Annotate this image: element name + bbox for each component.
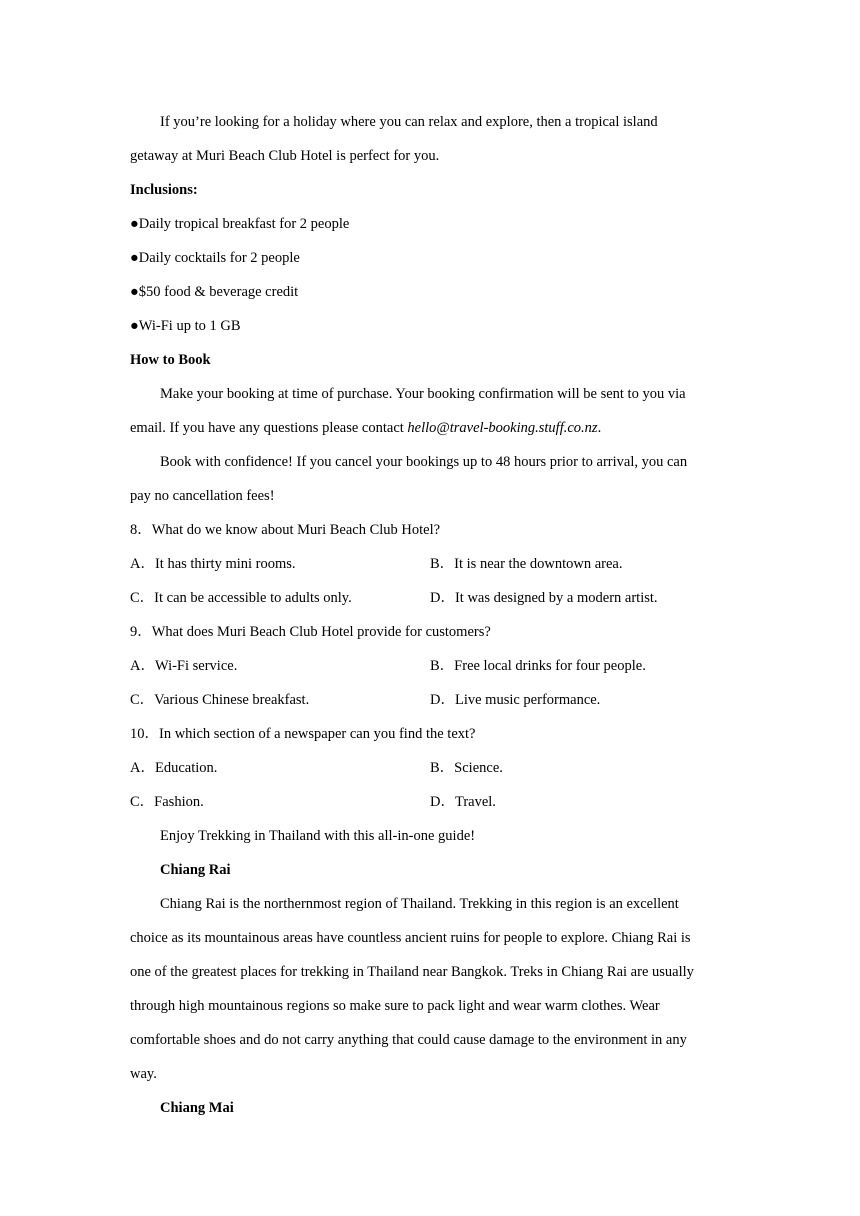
chiang-rai-heading: Chiang Rai [160, 862, 231, 878]
question-9-option-c[interactable]: C．Various Chinese breakfast. [130, 692, 310, 708]
chiang-rai-line: choice as its mountainous areas have countless ancient ruins for people to explore. Chiang Rai is [130, 930, 691, 946]
question-8-options-row-1 [130, 547, 730, 581]
chiang-rai-line: one of the greatest places for trekking in Thailand near Bangkok. Treks in Chiang Rai are usually [130, 964, 694, 980]
chiang-rai-line: Chiang Rai is the northernmost region of Thailand. Trekking in this region is an excellent [160, 896, 679, 912]
question-9-options-row-2 [130, 683, 730, 717]
inclusion-item: ●Wi-Fi up to 1 GB [130, 318, 241, 334]
question-8-stem: 8．What do we know about Muri Beach Club Hotel? [130, 522, 441, 538]
question-8-option-c[interactable]: C．It can be accessible to adults only. [130, 590, 352, 606]
chiang-rai-line: way. [130, 1066, 157, 1082]
question-10-option-d[interactable]: D．Travel. [430, 794, 496, 810]
cancellation-line-1: Book with confidence! If you cancel your bookings up to 48 hours prior to arrival, you can [160, 454, 688, 470]
chiang-mai-heading: Chiang Mai [160, 1100, 234, 1116]
question-9-option-a[interactable]: A．Wi-Fi service. [130, 658, 238, 674]
intro-line-1: If you’re looking for a holiday where you can relax and explore, then a tropical island [160, 114, 658, 130]
inclusion-item: ●Daily cocktails for 2 people [130, 250, 300, 266]
question-9-options-row-1 [130, 649, 730, 683]
question-9-option-d[interactable]: D．Live music performance. [430, 692, 601, 708]
question-8-option-d[interactable]: D．It was designed by a modern artist. [430, 590, 658, 606]
question-10-option-c[interactable]: C．Fashion. [130, 794, 204, 810]
booking-paragraph-line-1: Make your booking at time of purchase. Your booking confirmation will be sent to you via [160, 386, 686, 402]
booking-paragraph-line-2 [130, 411, 730, 445]
how-to-book-heading: How to Book [130, 352, 211, 368]
intro-line-2: getaway at Muri Beach Club Hotel is perfect for you. [130, 148, 440, 164]
contact-email-link[interactable]: hello@travel-booking.stuff.co.nz [407, 420, 598, 436]
question-10-options-row-2 [130, 785, 730, 819]
question-8-options-row-2 [130, 581, 730, 615]
chiang-rai-line: comfortable shoes and do not carry anything that could cause damage to the environment in any [130, 1032, 687, 1048]
document-page [130, 105, 730, 1125]
booking-contact-text: email. If you have any questions please contact [130, 420, 408, 436]
chiang-rai-line: through high mountainous regions so make sure to pack light and wear warm clothes. Wear [130, 998, 660, 1014]
booking-period: . [597, 420, 602, 436]
question-9-stem: 9．What does Muri Beach Club Hotel provide for customers? [130, 624, 491, 640]
question-10-option-a[interactable]: A．Education. [130, 760, 218, 776]
question-10-stem: 10．In which section of a newspaper can you find the text? [130, 726, 476, 742]
question-10-options-row-1 [130, 751, 730, 785]
question-10-option-b[interactable]: B．Science. [430, 760, 503, 776]
question-9-option-b[interactable]: B．Free local drinks for four people. [430, 658, 646, 674]
inclusions-heading: Inclusions: [130, 182, 198, 198]
inclusion-item: ●Daily tropical breakfast for 2 people [130, 216, 350, 232]
cancellation-line-2: pay no cancellation fees! [130, 488, 275, 504]
inclusion-item: ●$50 food & beverage credit [130, 284, 299, 300]
question-8-option-b[interactable]: B．It is near the downtown area. [430, 556, 623, 572]
trekking-intro: Enjoy Trekking in Thailand with this all-in-one guide! [160, 828, 476, 844]
question-8-option-a[interactable]: A．It has thirty mini rooms. [130, 556, 296, 572]
